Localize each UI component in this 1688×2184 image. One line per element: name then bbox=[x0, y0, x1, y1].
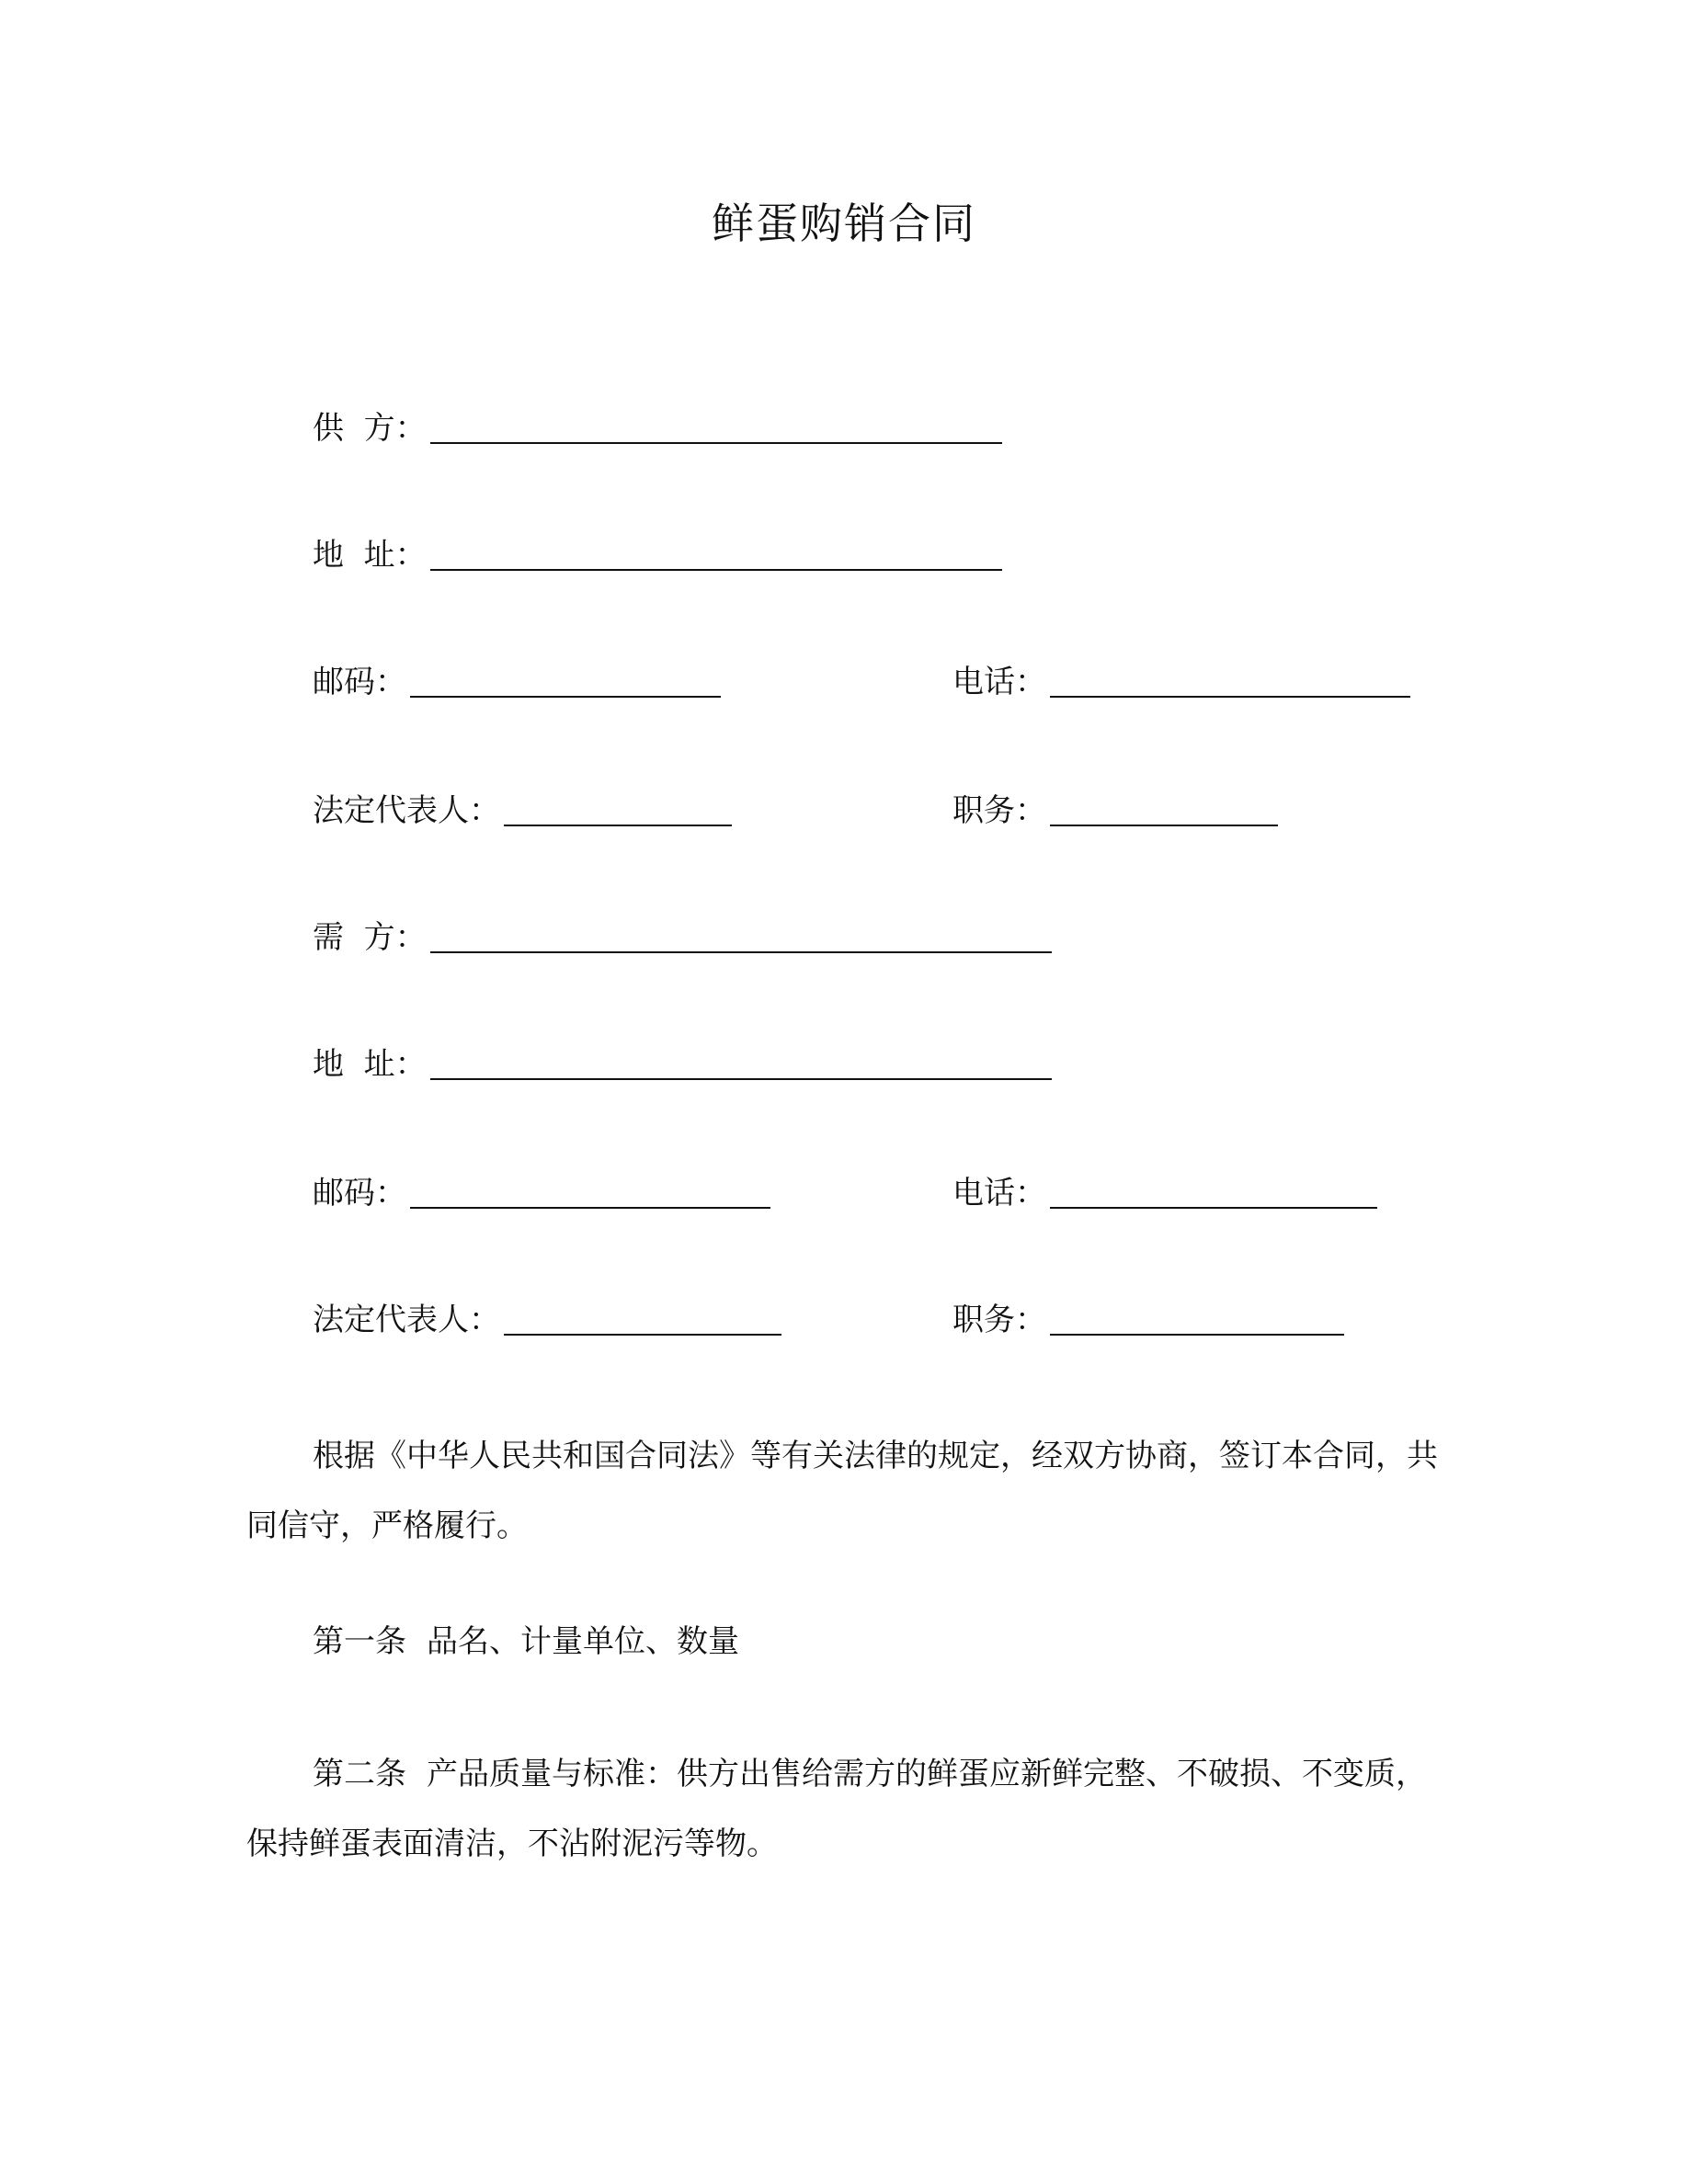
buyer-phone-label: 电话： bbox=[952, 1175, 1046, 1211]
buyer-rep-blank[interactable] bbox=[504, 1302, 781, 1336]
supplier-position-blank[interactable] bbox=[1050, 793, 1278, 826]
buyer-phone-blank[interactable] bbox=[1050, 1176, 1377, 1209]
article-1 bbox=[313, 1621, 739, 1662]
buyer-postcode-field bbox=[313, 1173, 770, 1213]
buyer-position-blank[interactable] bbox=[1050, 1302, 1344, 1336]
supplier-position-label: 职务： bbox=[952, 792, 1046, 829]
supplier-postcode-label: 邮码： bbox=[313, 664, 406, 700]
buyer-party-label: 需 方： bbox=[313, 919, 427, 956]
article-1-text: 品名、计量单位、数量 bbox=[427, 1623, 739, 1660]
supplier-postcode-field bbox=[313, 662, 721, 702]
supplier-rep-blank[interactable] bbox=[504, 793, 732, 826]
supplier-party-field bbox=[313, 408, 1002, 449]
article-2-number: 第二条 bbox=[313, 1756, 406, 1792]
buyer-position-label: 职务： bbox=[952, 1302, 1046, 1338]
buyer-address-field bbox=[313, 1044, 1052, 1085]
supplier-postcode-blank[interactable] bbox=[410, 665, 721, 698]
supplier-phone-blank[interactable] bbox=[1050, 665, 1410, 698]
supplier-address-field bbox=[313, 535, 1002, 575]
supplier-address-label: 地 址： bbox=[313, 537, 427, 574]
supplier-phone-label: 电话： bbox=[952, 664, 1046, 700]
buyer-party-field bbox=[313, 917, 1052, 958]
buyer-address-blank[interactable] bbox=[430, 1047, 1052, 1080]
supplier-rep-field bbox=[313, 791, 732, 831]
supplier-position-field bbox=[952, 791, 1278, 831]
buyer-party-blank[interactable] bbox=[430, 920, 1052, 953]
article-1-number: 第一条 bbox=[313, 1623, 406, 1660]
supplier-rep-label: 法定代表人： bbox=[313, 792, 500, 829]
supplier-address-blank[interactable] bbox=[430, 538, 1002, 571]
document-title: 鲜蛋购销合同 bbox=[712, 199, 976, 248]
buyer-position-field bbox=[952, 1300, 1344, 1340]
supplier-party-label: 供 方： bbox=[313, 410, 427, 447]
article-2 bbox=[246, 1739, 1442, 1879]
preamble-paragraph: 根据《中华人民共和国合同法》等有关法律的规定，经双方协商，签订本合同，共同信守，严格履行。 bbox=[246, 1438, 1438, 1544]
buyer-address-label: 地 址： bbox=[313, 1046, 427, 1083]
supplier-phone-field bbox=[952, 662, 1410, 702]
buyer-rep-label: 法定代表人： bbox=[313, 1302, 500, 1338]
buyer-postcode-label: 邮码： bbox=[313, 1175, 406, 1211]
buyer-postcode-blank[interactable] bbox=[410, 1176, 770, 1209]
buyer-rep-field bbox=[313, 1300, 781, 1340]
buyer-phone-field bbox=[952, 1173, 1377, 1213]
article-2-text: 产品质量与标准：供方出售给需方的鲜蛋应新鲜完整、不破损、不变质，保持鲜蛋表面清洁，不沾附泥污等物。 bbox=[246, 1756, 1427, 1862]
supplier-party-blank[interactable] bbox=[430, 411, 1002, 444]
